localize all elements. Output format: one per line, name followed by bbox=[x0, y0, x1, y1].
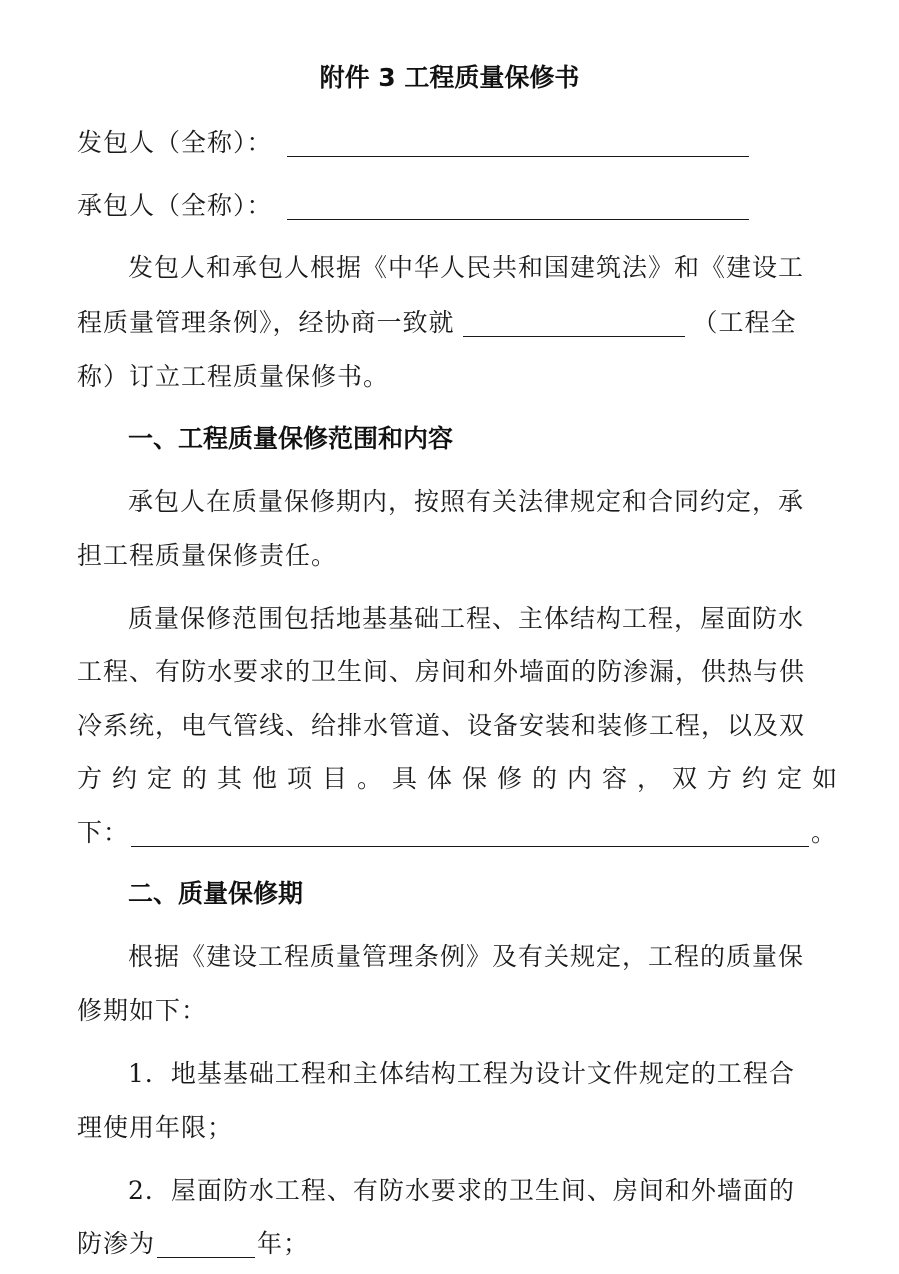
employer-field-row bbox=[77, 123, 749, 163]
section-1-p2-line-2: 工程、有防水要求的卫生间、房间和外墙面的防渗漏，供热与供 bbox=[77, 657, 806, 686]
contractor-blank[interactable] bbox=[287, 193, 749, 220]
section-2-item-2-line-2 bbox=[77, 1224, 309, 1264]
intro-line-1: 发包人和承包人根据《中华人民共和国建筑法》和《建设工 bbox=[128, 253, 805, 282]
section-2-item-1-line-2: 理使用年限； bbox=[77, 1113, 234, 1142]
waterproof-years-blank[interactable] bbox=[157, 1231, 255, 1258]
section-1-p2-line-5 bbox=[77, 813, 837, 853]
section-2-p1-line-2: 修期如下： bbox=[77, 996, 208, 1025]
section-2-item-2-line-1: 2．屋面防水工程、有防水要求的卫生间、房间和外墙面的 bbox=[128, 1176, 795, 1205]
section-1-p2-line-3: 冷系统，电气管线、给排水管道、设备安装和装修工程，以及双 bbox=[77, 711, 806, 740]
warranty-content-blank[interactable] bbox=[131, 820, 809, 847]
employer-label: 发包人（全称）： bbox=[77, 128, 273, 157]
section-2-item-2-line-2-pre: 防渗为 bbox=[77, 1229, 156, 1258]
intro-line-3: 称）订立工程质量保修书。 bbox=[77, 362, 390, 391]
section-1-p2-line-5-post: 。 bbox=[811, 818, 838, 847]
intro-line-2-pre: 程质量管理条例》，经协商一致就 bbox=[77, 308, 455, 337]
section-2-item-1-line-1: 1．地基基础工程和主体结构工程为设计文件规定的工程合 bbox=[128, 1059, 795, 1088]
section-1-heading: 一、工程质量保修范围和内容 bbox=[128, 424, 454, 453]
contractor-field-row bbox=[77, 186, 749, 226]
project-name-blank[interactable] bbox=[463, 310, 685, 337]
section-2-item-2-line-2-post: 年； bbox=[257, 1229, 310, 1258]
employer-blank[interactable] bbox=[287, 130, 749, 157]
document-title: 附件 3 工程质量保修书 bbox=[319, 63, 580, 92]
intro-line-2-post: （工程全 bbox=[692, 308, 797, 337]
intro-line-2 bbox=[77, 303, 797, 343]
section-1-p2-line-5-pre: 下： bbox=[77, 818, 130, 847]
section-2-heading: 二、质量保修期 bbox=[128, 879, 304, 908]
section-2-p1-line-1: 根据《建设工程质量管理条例》及有关规定，工程的质量保 bbox=[128, 942, 805, 971]
section-1-p1-line-2: 担工程质量保修责任。 bbox=[77, 541, 338, 570]
contractor-label: 承包人（全称）： bbox=[77, 191, 273, 220]
section-1-p2-line-1: 质量保修范围包括地基基础工程、主体结构工程，屋面防水 bbox=[128, 604, 805, 633]
section-1-p1-line-1: 承包人在质量保修期内，按照有关法律规定和合同约定，承 bbox=[128, 487, 805, 516]
section-1-p2-line-4: 方约定的其他项目。具体保修的内容，双方约定如 bbox=[77, 764, 848, 793]
